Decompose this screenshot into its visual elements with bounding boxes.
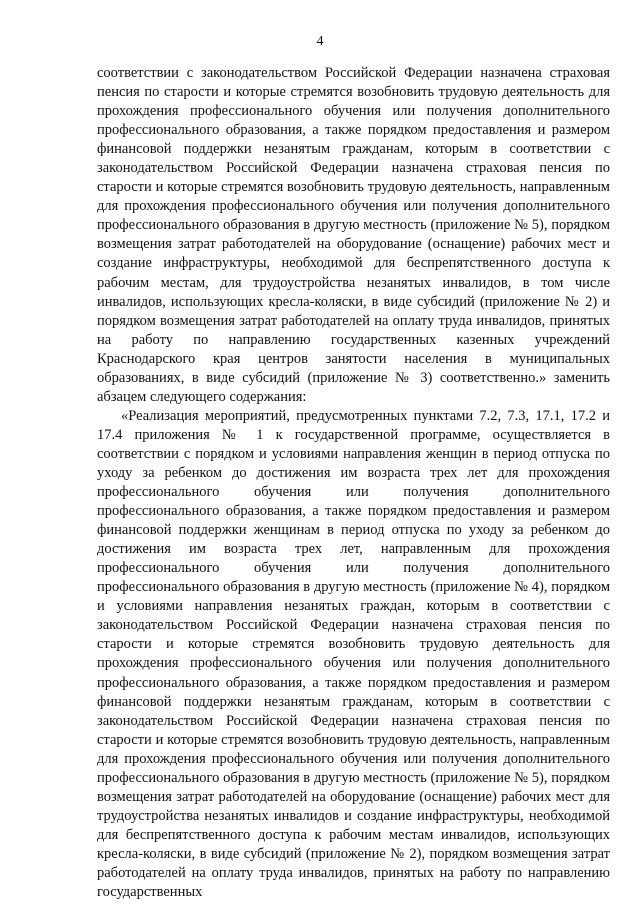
page-number: 4 (316, 34, 324, 49)
paragraph-replacement-text: «Реализация мероприятий, предусмотренных пунктами 7.2, 7.3, 17.1, 17.2 и 17.4 приложения № 1 к государственной программе, осуществляется в соответствии с порядком и условиями направления женщин в период отпуска по уходу за ребенком до достижения им возраста трех лет для прохождения профессионального обучения или получения дополнительного профессионального образования, а также порядком предоставления и размером финансовой поддержки женщинам в период отпуска по уходу за ребенком до достижения им возраста трех лет, направленным для прохождения профессионального обучения или получения дополнительного профессионального образования в другую местность (приложение № 4), порядком и условиями направления незанятых граждан, которым в соответствии с законодательством Российской Федерации назначена страховая пенсия по старости и которые стремятся возобновить трудовую деятельность для прохождения профессионального обучения или получения дополнительного профессионального образования, а также порядком предоставления и размером финансовой поддержки незанятым гражданам, которым в соответствии с законодательством Российской Федерации назначена страховая пенсия по старости и которые стремятся возобновить трудовую деятельность, направленным для прохождения профессионального обучения или получения дополнительного профессионального образования в другую местность (приложение № 5), порядком возмещения затрат работодателей на оборудование (оснащение) рабочих мест для трудоустройства незанятых инвалидов и создание инфраструктуры, необходимой для беспрепятственного доступа к рабочим местам инвалидов, использующих кресла-коляски, в виде субсидий (приложение № 2), порядком возмещения затрат работодателей на оплату труда инвалидов, принятых на работу по направлению государственных (97, 407, 610, 901)
paragraph-continuation: соответствии с законодательством Российской Федерации назначена страховая пенсия по старости и которые стремятся возобновить трудовую деятельность для прохождения профессионального обучения или получения дополнительного профессионального образования, а также порядком предоставления и размером финансовой поддержки незанятым гражданам, которым в соответствии с законодательством Российской Федерации назначена страховая пенсия по старости и которые стремятся возобновить трудовую деятельность, направленным для прохождения профессионального обучения или получения дополнительного профессионального образования в другую местность (приложение № 5), порядком возмещения затрат работодателей на оборудование (оснащение) рабочих мест и создание инфраструктуры, необходимой для беспрепятственного доступа к рабочим местам, для трудоустройства незанятых инвалидов, в том числе инвалидов, использующих кресла-коляски, в виде субсидий (приложение № 2) и порядком возмещения затрат работодателей на оплату труда инвалидов, принятых на работу по направлению государственных казенных учреждений Краснодарского края центров занятости населения в муниципальных образованиях, в виде субсидий (приложение № 3) соответственно.» заменить абзацем следующего содержания: (97, 65, 610, 405)
document-body (97, 64, 610, 902)
